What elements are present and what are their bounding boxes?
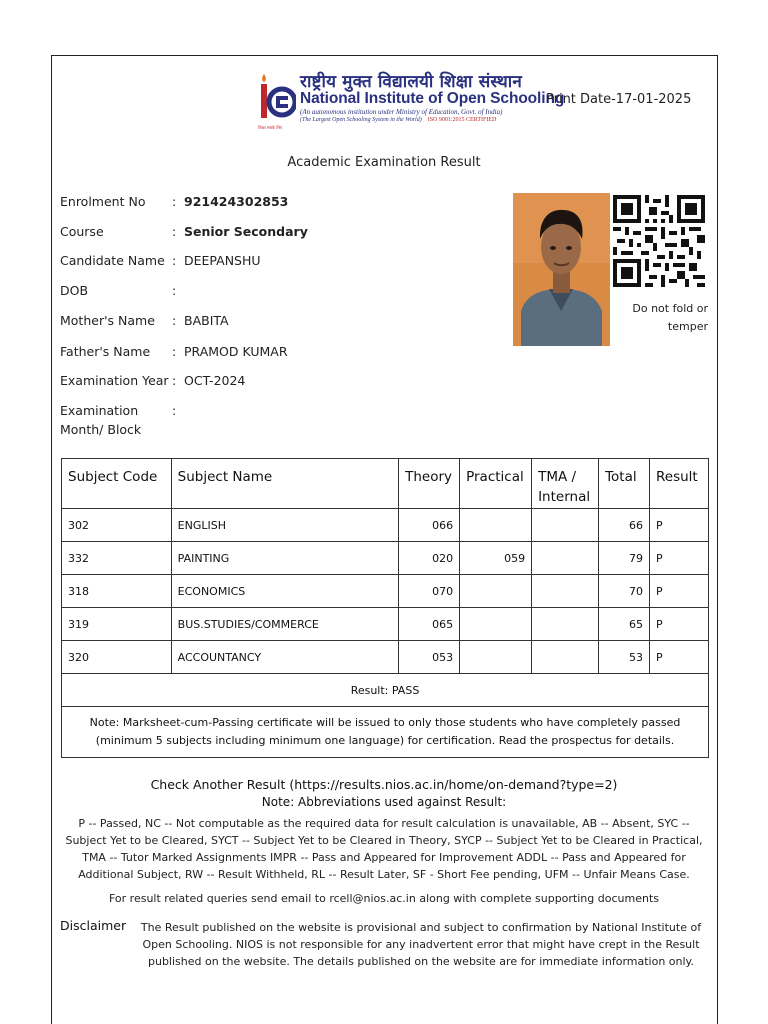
nios-emblem-icon	[258, 70, 296, 126]
disclaimer-text: The Result published on the website is provisional and subject to confirmation by National Institute of Open Schooling. NIOS is not responsible for any inadvertent error that might have crept in the Result published on the website. The details published on the website are for immediate information only.	[140, 921, 702, 968]
subject-code: 320	[62, 641, 172, 674]
results-table	[61, 458, 709, 758]
course-label: Course	[60, 224, 104, 239]
logo-motto: शिक्षा सबके लिए	[258, 125, 283, 130]
theory-marks: 020	[399, 542, 460, 575]
practical-marks	[460, 608, 532, 641]
check-another-result	[0, 777, 768, 792]
total-marks: 65	[599, 608, 650, 641]
enrolment-label: Enrolment No	[60, 194, 146, 209]
course-value: Senior Secondary	[184, 224, 308, 239]
father-name-value: PRAMOD KUMAR	[184, 344, 288, 359]
subject-result: P	[650, 542, 709, 575]
subject-result: P	[650, 575, 709, 608]
table-row	[62, 509, 709, 542]
mother-name-value: BABITA	[184, 313, 229, 328]
header-tma-line-2: Internal	[538, 489, 591, 505]
table-header-row	[62, 459, 709, 509]
nios-logo	[258, 68, 565, 130]
logo-tagline	[300, 117, 496, 123]
candidate-photo	[513, 193, 610, 346]
candidate-photo-image	[513, 193, 610, 346]
exam-year-label: Examination Year	[60, 373, 169, 388]
subject-result: P	[650, 641, 709, 674]
table-row	[62, 542, 709, 575]
note-row	[62, 707, 709, 758]
theory-marks: 053	[399, 641, 460, 674]
tma-marks	[532, 542, 599, 575]
exam-block-label: Month/ Block	[60, 422, 142, 437]
header-tma-line-1: TMA /	[538, 469, 577, 485]
check-another-result-label: Check Another Result	[150, 777, 286, 792]
subject-code: 332	[62, 542, 172, 575]
subject-name: ECONOMICS	[171, 575, 398, 608]
subject-code: 318	[62, 575, 172, 608]
theory-marks: 065	[399, 608, 460, 641]
marksheet-note-line-1: Note: Marksheet-cum-Passing certificate will be issued to only those students who have completely passed	[89, 716, 681, 729]
exam-year-value: OCT-2024	[184, 373, 246, 388]
subject-name: PAINTING	[171, 542, 398, 575]
logo-hindi-text: राष्ट्रीय मुक्त विद्यालयी शिक्षा संस्थान	[300, 72, 522, 92]
page-title: Academic Examination Result	[287, 155, 481, 170]
query-text: For result related queries send email to rcell@nios.ac.in along with complete supporting documents	[109, 892, 659, 905]
practical-marks	[460, 575, 532, 608]
table-row	[62, 575, 709, 608]
fold-note-line-1: Do not fold or	[632, 302, 708, 315]
subject-name: ACCOUNTANCY	[171, 641, 398, 674]
header-subject-name: Subject Name	[171, 459, 398, 509]
dob-label: DOB	[60, 283, 89, 298]
overall-result: Result: PASS	[62, 674, 709, 707]
qr-code-icon	[613, 195, 705, 287]
candidate-name-value: DEEPANSHU	[184, 253, 261, 268]
subject-result: P	[650, 509, 709, 542]
disclaimer-label: Disclaimer	[60, 918, 127, 933]
logo-cert-text: ISO 9001:2015 CERTIFIED	[427, 117, 497, 123]
practical-marks: 059	[460, 542, 532, 575]
subject-name: ENGLISH	[171, 509, 398, 542]
overall-result-row	[62, 674, 709, 707]
header-practical: Practical	[460, 459, 532, 509]
total-marks: 53	[599, 641, 650, 674]
subject-name: BUS.STUDIES/COMMERCE	[171, 608, 398, 641]
theory-marks: 066	[399, 509, 460, 542]
total-marks: 66	[599, 509, 650, 542]
subject-code: 319	[62, 608, 172, 641]
practical-marks	[460, 641, 532, 674]
check-another-result-link[interactable]: (https://results.nios.ac.in/home/on-demand?type=2)	[289, 777, 618, 792]
tma-marks	[532, 509, 599, 542]
table-row	[62, 641, 709, 674]
abbreviations-title: Note: Abbreviations used against Result:	[261, 795, 507, 809]
header-subject-code: Subject Code	[62, 459, 172, 509]
fold-note-line-2: temper	[667, 320, 708, 333]
abbreviations-text: P -- Passed, NC -- Not computable as the required data for result calculation is unavailable, AB -- Absent, SYC -- Subject Yet to be Cleared, SYCT -- Subject Yet to be Cleared in Theory, SYCP -- Subject Yet to be Cleared in Practical, TMA -- Tutor Marked Assignments IMPR -- Pass and Appeared for Improvement ADDL -- Pass and Appeared for Additional Subject, RW -- Result Withheld, RL -- Result Later, SF - Short Fee pending, UFM -- Unfair Means Case.	[65, 817, 703, 881]
header-result: Result	[650, 459, 709, 509]
print-date: Print Date-17-01-2025	[546, 92, 692, 107]
candidate-name-label: Candidate Name	[60, 253, 165, 268]
exam-month-label: Examination	[60, 403, 139, 418]
marksheet-note-line-2: (minimum 5 subjects including minimum one language) for certification. Read the prospectus for details.	[95, 734, 675, 747]
header-theory: Theory	[399, 459, 460, 509]
table-row	[62, 608, 709, 641]
subject-result: P	[650, 608, 709, 641]
tma-marks	[532, 641, 599, 674]
marksheet-note	[62, 707, 709, 758]
total-marks: 79	[599, 542, 650, 575]
mother-name-label: Mother's Name	[60, 313, 155, 328]
theory-marks: 070	[399, 575, 460, 608]
practical-marks	[460, 509, 532, 542]
subject-code: 302	[62, 509, 172, 542]
total-marks: 70	[599, 575, 650, 608]
header-tma	[532, 459, 599, 509]
tma-marks	[532, 608, 599, 641]
tma-marks	[532, 575, 599, 608]
header-total: Total	[599, 459, 650, 509]
logo-english-text: National Institute of Open Schooling	[300, 90, 565, 107]
father-name-label: Father's Name	[60, 344, 151, 359]
enrolment-value: 921424302853	[184, 194, 289, 209]
fold-note	[612, 300, 708, 336]
logo-subtitle: (An autonomous institution under Ministry of Education, Govt. of India)	[300, 108, 503, 116]
logo-tagline-text: (The Largest Open Schooling System in the World)	[300, 117, 422, 123]
